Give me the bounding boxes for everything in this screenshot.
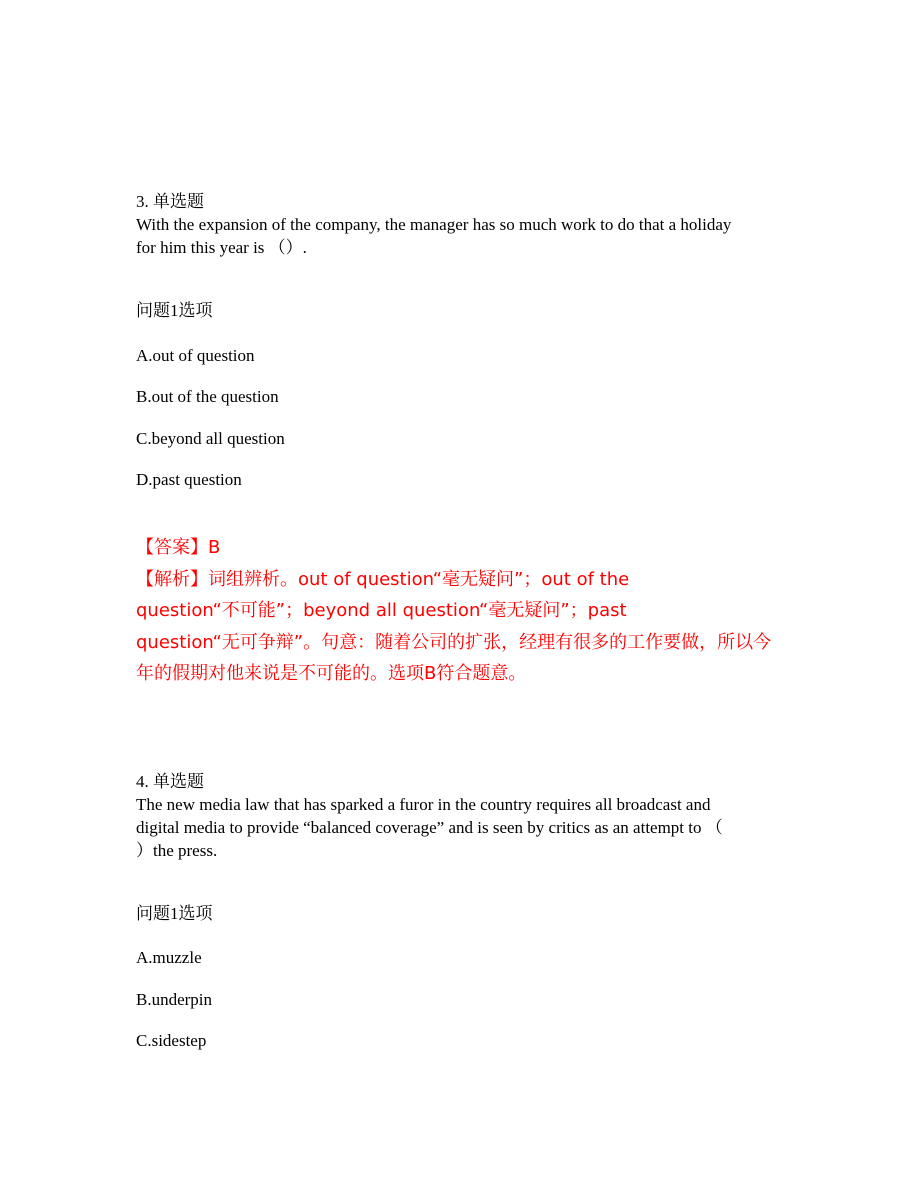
- answer-explanation: [136, 532, 796, 690]
- option-c[interactable]: C.sidestep: [136, 1031, 207, 1050]
- explanation-text: 【解析】词组辨析。out of question“毫无疑问”；out of the question“不可能”；beyond all question“毫无疑问”；past question“无可争辩”。句意：随着公司的扩张，经理有很多的工作要做，所以今 年的假期对他来说是不可能的。选项B符合题意。: [136, 568, 772, 684]
- question-number-type: 4. 单选题: [136, 772, 204, 791]
- question-number-type: 3. 单选题: [136, 192, 204, 211]
- question-4: [136, 770, 786, 862]
- option-c[interactable]: C.beyond all question: [136, 429, 285, 448]
- option-b[interactable]: B.underpin: [136, 990, 213, 1009]
- answer-text: 【答案】B: [136, 537, 221, 558]
- question-text: The new media law that has sparked a furor in the country requires all broadcast and digital media to provide “balanced coverage” and is seen by critics as an attempt to （ ）the press.: [136, 795, 723, 860]
- option-a[interactable]: A.muzzle: [136, 948, 202, 967]
- options-heading: 问题1选项: [136, 301, 213, 320]
- question-3: [136, 190, 786, 259]
- options-heading: 问题1选项: [136, 904, 213, 923]
- option-a[interactable]: A.out of question: [136, 346, 255, 365]
- option-b[interactable]: B.out of the question: [136, 387, 279, 406]
- option-d[interactable]: D.past question: [136, 470, 242, 489]
- question-text: With the expansion of the company, the manager has so much work to do that a holiday for him this year is （）.: [136, 215, 732, 257]
